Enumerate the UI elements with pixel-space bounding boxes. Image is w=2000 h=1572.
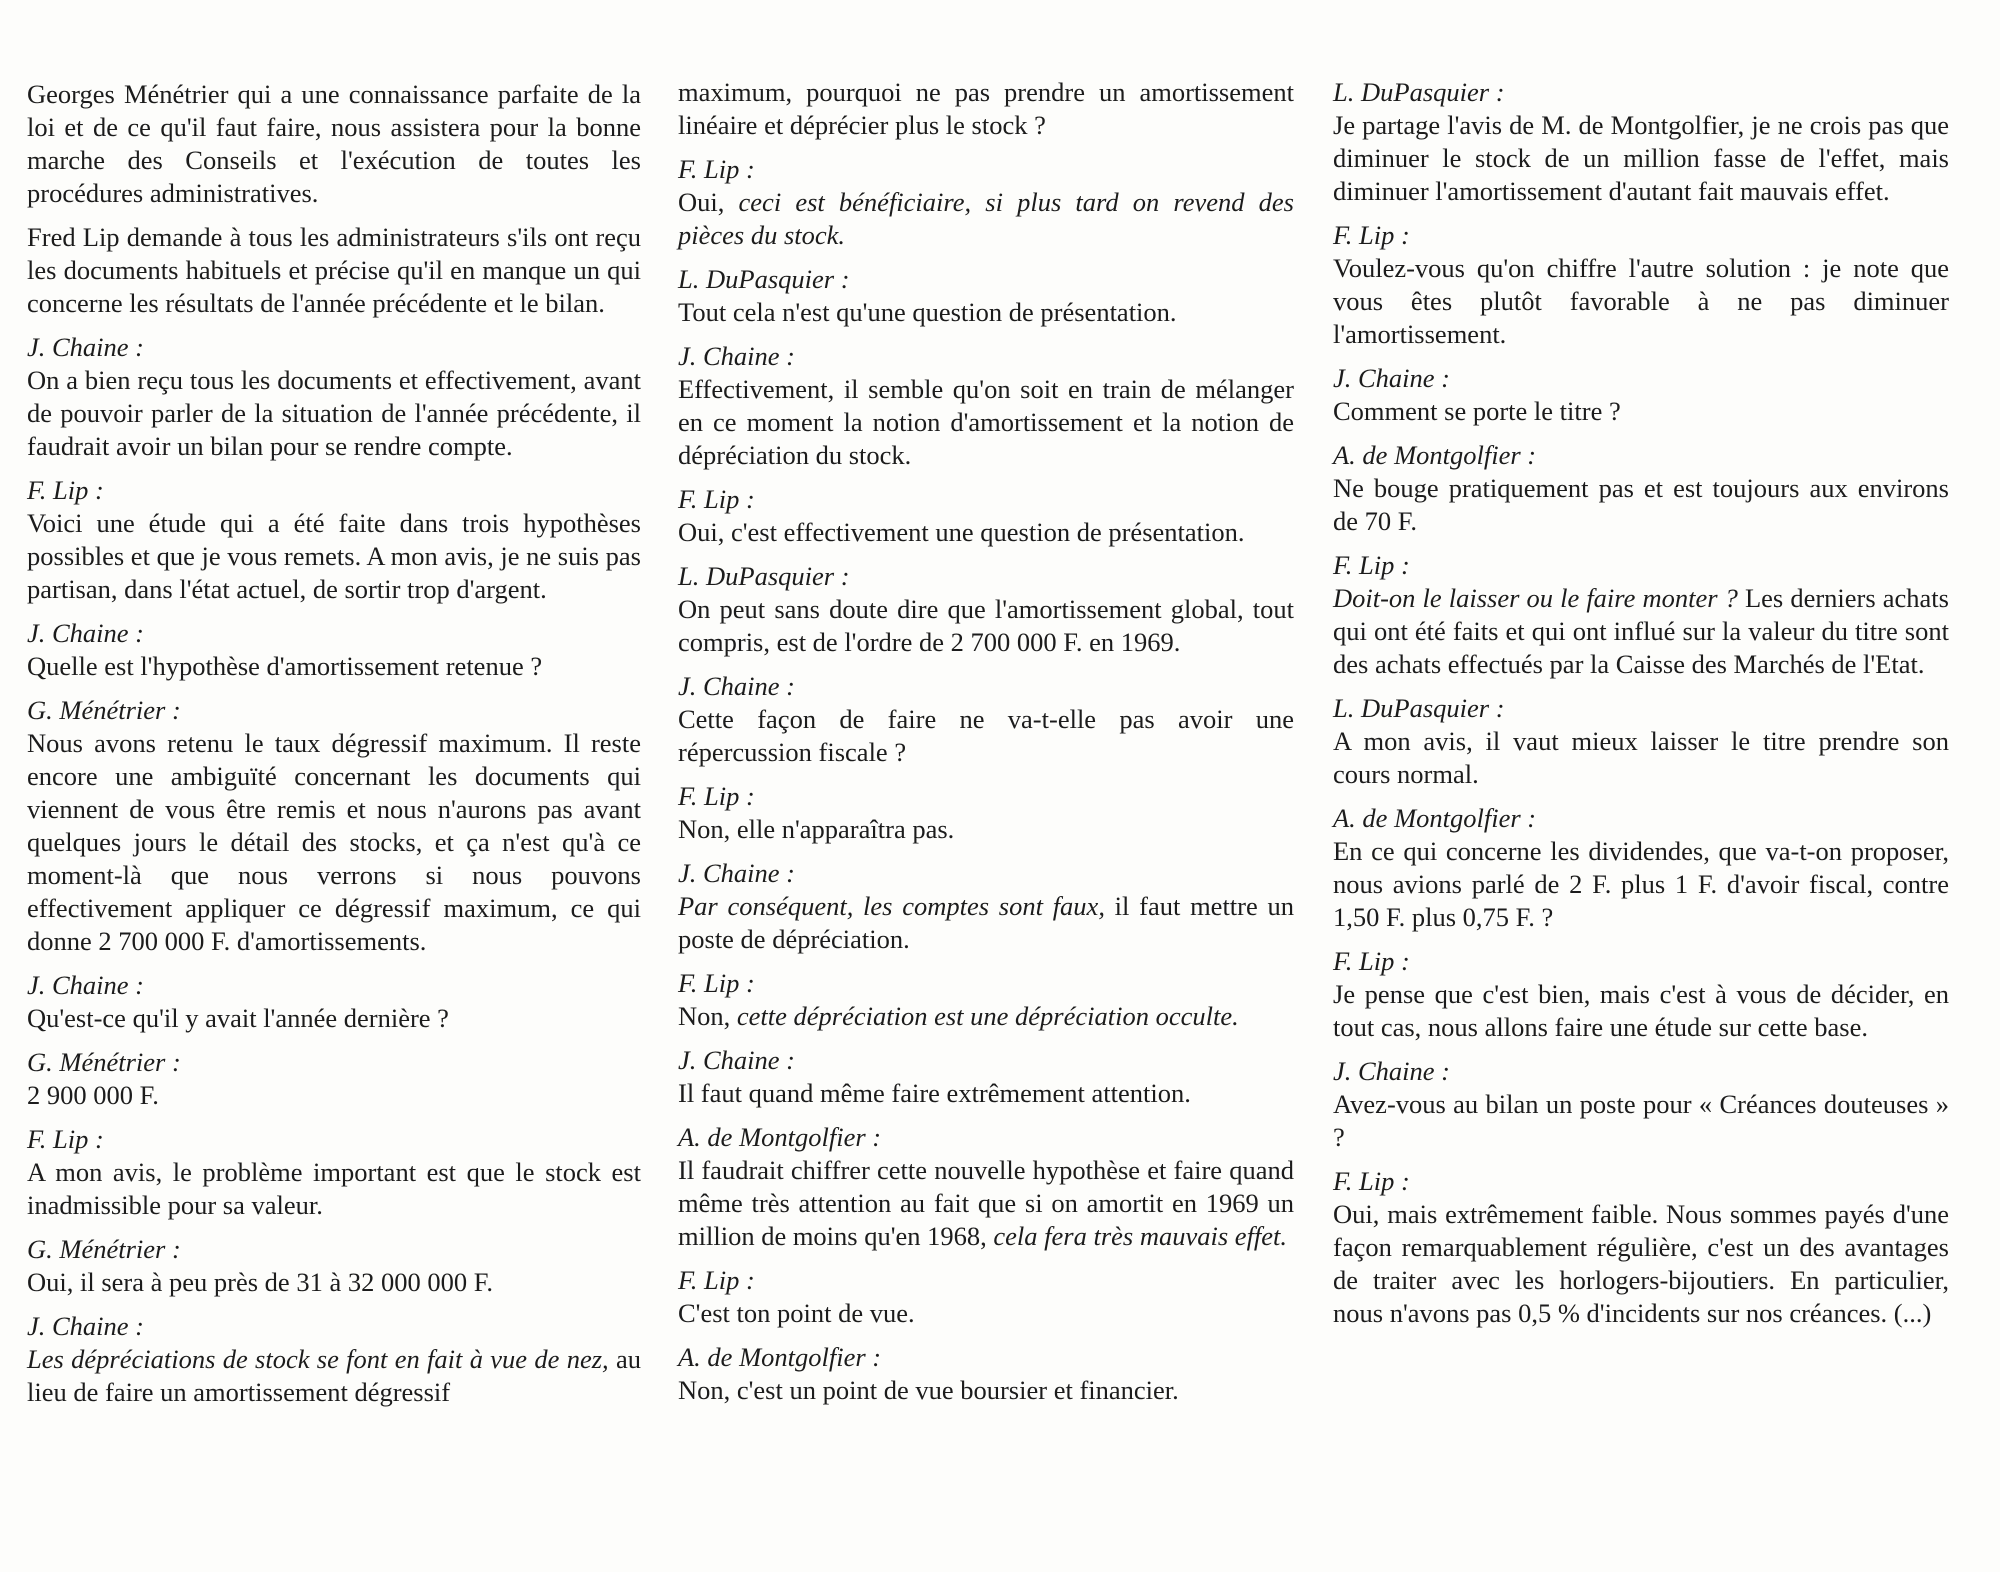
speech-text [678, 890, 1294, 956]
speech-text [27, 1156, 641, 1222]
dialogue-turn [678, 560, 1294, 659]
text-run: Je partage l'avis de M. de Montgolfier, je ne crois pas que diminuer le stock de un million fasse de l'effet, mais diminuer l'amortissement d'autant fait mauvais effet. [1333, 110, 1949, 206]
dialogue-turn [678, 263, 1294, 329]
speaker-name: A. de Montgolfier : [678, 1122, 882, 1152]
dialogue-turn [1333, 439, 1949, 538]
speaker-name: F. Lip : [678, 968, 755, 998]
speaker-name: F. Lip : [678, 1265, 755, 1295]
speech-text [678, 813, 1294, 846]
text-run: Quelle est l'hypothèse d'amortissement retenue ? [27, 651, 543, 681]
dialogue-turn [678, 967, 1294, 1033]
speech-text [678, 1374, 1294, 1407]
speaker-name: J. Chaine : [678, 671, 796, 701]
dialogue-turn [1333, 1055, 1949, 1154]
text-run: Ne bouge pratiquement pas et est toujours aux environs de 70 F. [1333, 473, 1949, 536]
speech-text [678, 1297, 1294, 1330]
dialogue-turn [1333, 1165, 1949, 1330]
speaker-name: A. de Montgolfier : [678, 1342, 882, 1372]
text-run: Qu'est-ce qu'il y avait l'année dernière ? [27, 1003, 449, 1033]
narrative-paragraph [27, 221, 641, 320]
dialogue-turn [27, 1233, 641, 1299]
speaker-name: G. Ménétrier : [27, 695, 181, 725]
text-run: On a bien reçu tous les documents et effectivement, avant de pouvoir parler de la situation de l'année précédente, il faudrait avoir un bilan pour se rendre compte. [27, 365, 641, 461]
text-run: Oui, c'est effectivement une question de présentation. [678, 517, 1245, 547]
text-run: Fred Lip demande à tous les administrateurs s'ils ont reçu les documents habituels et précise qu'il en manque un qui concerne les résultats de l'année précédente et le bilan. [27, 222, 641, 318]
text-run: Voulez-vous qu'on chiffre l'autre solution : je note que vous êtes plutôt favorable à ne pas diminuer l'amortissement. [1333, 253, 1949, 349]
text-run: Comment se porte le titre ? [1333, 396, 1621, 426]
text-column-3 [1333, 76, 1949, 1341]
paragraph-text [678, 77, 1294, 140]
text-column-1 [27, 78, 641, 1420]
text-run: C'est ton point de vue. [678, 1298, 915, 1328]
text-run: 2 900 000 F. [27, 1080, 159, 1110]
speaker-name: F. Lip : [1333, 550, 1410, 580]
text-run: Voici une étude qui a été faite dans trois hypothèses possibles et que je vous remets. A mon avis, je ne suis pas partisan, dans l'état actuel, de sortir trop d'argent. [27, 508, 641, 604]
italic-text: Les dépréciations de stock se font en fait à vue de nez, [27, 1344, 609, 1374]
text-column-2 [678, 76, 1294, 1418]
speech-text [1333, 1198, 1949, 1330]
speech-text [678, 1000, 1294, 1033]
speaker-name: L. DuPasquier : [1333, 693, 1505, 723]
text-run: A mon avis, le problème important est que le stock est inadmissible pour sa valeur. [27, 1157, 641, 1220]
paragraph-text [27, 79, 641, 208]
speech-text [678, 516, 1294, 549]
speech-text [27, 507, 641, 606]
speaker-name: J. Chaine : [1333, 363, 1451, 393]
speech-text [678, 373, 1294, 472]
dialogue-turn [678, 780, 1294, 846]
speaker-name: L. DuPasquier : [678, 561, 850, 591]
speech-text [27, 727, 641, 958]
speaker-name: L. DuPasquier : [1333, 77, 1505, 107]
speech-text [1333, 725, 1949, 791]
dialogue-turn [27, 969, 641, 1035]
dialogue-turn [27, 1046, 641, 1112]
speaker-name: J. Chaine : [27, 332, 145, 362]
italic-text: cela fera très mauvais effet. [993, 1221, 1288, 1251]
dialogue-turn [678, 1044, 1294, 1110]
speaker-name: F. Lip : [1333, 946, 1410, 976]
speech-text [678, 296, 1294, 329]
dialogue-turn [678, 1264, 1294, 1330]
text-run: Tout cela n'est qu'une question de présentation. [678, 297, 1177, 327]
text-run: En ce qui concerne les dividendes, que va-t-on proposer, nous avions parlé de 2 F. plus 1 F. d'avoir fiscal, contre 1,50 F. plus 0,75 F. ? [1333, 836, 1949, 932]
text-run: Cette façon de faire ne va-t-elle pas avoir une répercussion fiscale ? [678, 704, 1294, 767]
text-run: Il faudrait chiffrer cette nouvelle hypothèse et faire quand même très attention au fait que si on amortit en 1969 un million de moins qu'en 1968, [678, 1155, 1294, 1251]
speech-text [1333, 835, 1949, 934]
speaker-name: A. de Montgolfier : [1333, 440, 1537, 470]
speaker-name: F. Lip : [1333, 220, 1410, 250]
dialogue-turn [27, 617, 641, 683]
speech-text [1333, 109, 1949, 208]
speaker-name: F. Lip : [678, 484, 755, 514]
speech-text [1333, 978, 1949, 1044]
speech-text [1333, 395, 1949, 428]
text-run: il faut mettre un poste de dépréciation. [678, 891, 1294, 954]
speech-text [678, 1154, 1294, 1253]
text-run: Les derniers achats qui ont été faits et qui ont influé sur la valeur du titre sont des achats effectués par la Caisse des Marchés de l'Etat. [1333, 583, 1949, 679]
speaker-name: J. Chaine : [678, 341, 796, 371]
speaker-name: J. Chaine : [27, 618, 145, 648]
speech-text [1333, 472, 1949, 538]
text-run: Il faut quand même faire extrêmement attention. [678, 1078, 1191, 1108]
speech-text [678, 593, 1294, 659]
speech-text [678, 186, 1294, 252]
text-run: Non, [678, 1001, 737, 1031]
speaker-name: F. Lip : [678, 154, 755, 184]
text-run: Oui, mais extrêmement faible. Nous sommes payés d'une façon remarquablement régulière, c'est un des avantages de traiter avec les horlogers-bijoutiers. En particulier, nous n'avons pas 0,5 % d'incidents sur nos créances. (...) [1333, 1199, 1949, 1328]
dialogue-turn [27, 474, 641, 606]
italic-text: cette dépréciation est une dépréciation occulte. [736, 1001, 1239, 1031]
dialogue-turn [678, 340, 1294, 472]
dialogue-turn [1333, 945, 1949, 1044]
italic-text: Doit-on le laisser ou le faire monter ? [1333, 583, 1738, 613]
speech-text [27, 1079, 641, 1112]
dialogue-turn [678, 857, 1294, 956]
speaker-name: L. DuPasquier : [678, 264, 850, 294]
speech-text [678, 1077, 1294, 1110]
italic-text: ceci est bénéficiaire, si plus tard on revend des pièces du stock. [678, 187, 1294, 250]
dialogue-turn [1333, 802, 1949, 934]
speaker-name: G. Ménétrier : [27, 1234, 181, 1264]
speech-text [1333, 582, 1949, 681]
paragraph-text [27, 222, 641, 318]
dialogue-turn [27, 1310, 641, 1409]
speech-text [678, 703, 1294, 769]
text-run: On peut sans doute dire que l'amortissement global, tout compris, est de l'ordre de 2 700 000 F. en 1969. [678, 594, 1294, 657]
dialogue-turn [1333, 219, 1949, 351]
speaker-name: A. de Montgolfier : [1333, 803, 1537, 833]
text-run: Avez-vous au bilan un poste pour « Créances douteuses » ? [1333, 1089, 1949, 1152]
speech-text [27, 650, 641, 683]
narrative-paragraph [678, 76, 1294, 142]
dialogue-turn [678, 1341, 1294, 1407]
text-run: Oui, il sera à peu près de 31 à 32 000 000 F. [27, 1267, 493, 1297]
text-run: maximum, pourquoi ne pas prendre un amortissement linéaire et déprécier plus le stock ? [678, 77, 1294, 140]
speaker-name: G. Ménétrier : [27, 1047, 181, 1077]
speech-text [1333, 1088, 1949, 1154]
text-run: Nous avons retenu le taux dégressif maximum. Il reste encore une ambiguïté concernant les documents qui viennent de vous être remis et nous n'aurons pas avant quelques jours le détail des stocks, et ça n'est qu'à ce moment-là que nous verrons si nous pouvons effectivement appliquer ce dégressif maximum, ce qui donne 2 700 000 F. d'amortissements. [27, 728, 641, 956]
speaker-name: J. Chaine : [27, 1311, 145, 1341]
narrative-paragraph [27, 78, 641, 210]
dialogue-turn [678, 483, 1294, 549]
text-run: Effectivement, il semble qu'on soit en train de mélanger en ce moment la notion d'amortissement et la notion de dépréciation du stock. [678, 374, 1294, 470]
speaker-name: J. Chaine : [27, 970, 145, 1000]
speaker-name: F. Lip : [678, 781, 755, 811]
text-run: Georges Ménétrier qui a une connaissance parfaite de la loi et de ce qu'il faut faire, nous assistera pour la bonne marche des Conseils et l'exécution de toutes les procédures administratives. [27, 79, 641, 208]
speaker-name: J. Chaine : [678, 1045, 796, 1075]
speaker-name: F. Lip : [1333, 1166, 1410, 1196]
speech-text [1333, 252, 1949, 351]
dialogue-turn [678, 670, 1294, 769]
speaker-name: F. Lip : [27, 1124, 104, 1154]
text-run: Je pense que c'est bien, mais c'est à vous de décider, en tout cas, nous allons faire une étude sur cette base. [1333, 979, 1949, 1042]
text-run: Oui, [678, 187, 739, 217]
speech-text [27, 1002, 641, 1035]
speaker-name: F. Lip : [27, 475, 104, 505]
dialogue-turn [1333, 362, 1949, 428]
speech-text [27, 1343, 641, 1409]
text-run: Non, elle n'apparaîtra pas. [678, 814, 955, 844]
dialogue-turn [27, 1123, 641, 1222]
text-run: Non, c'est un point de vue boursier et financier. [678, 1375, 1179, 1405]
dialogue-turn [27, 694, 641, 958]
dialogue-turn [27, 331, 641, 463]
dialogue-turn [678, 1121, 1294, 1253]
dialogue-turn [678, 153, 1294, 252]
dialogue-turn [1333, 549, 1949, 681]
italic-text: Par conséquent, les comptes sont faux, [678, 891, 1105, 921]
dialogue-turn [1333, 692, 1949, 791]
text-run: au lieu de faire un amortissement dégressif [27, 1344, 641, 1407]
speech-text [27, 1266, 641, 1299]
speech-text [27, 364, 641, 463]
text-run: A mon avis, il vaut mieux laisser le titre prendre son cours normal. [1333, 726, 1949, 789]
speaker-name: J. Chaine : [678, 858, 796, 888]
speaker-name: J. Chaine : [1333, 1056, 1451, 1086]
dialogue-turn [1333, 76, 1949, 208]
